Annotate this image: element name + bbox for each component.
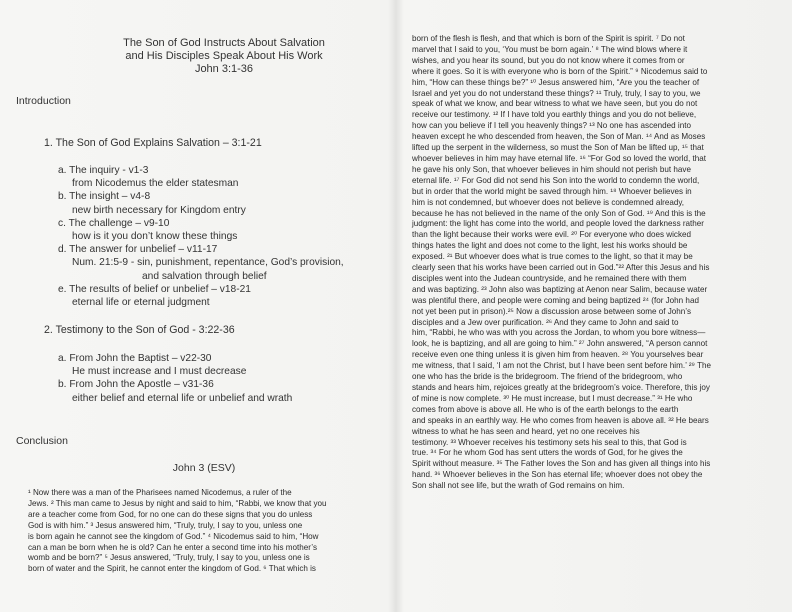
- scripture-line: receive our testimony. ¹² If I have told you earthly things and you do not believe,: [412, 110, 697, 120]
- scripture-line: can a man be born when he is old? Can he enter a second time into his mother’s: [28, 542, 317, 552]
- scripture-line: judgment: the light has come into the world, and people loved the darkness rather: [412, 219, 705, 229]
- title-line-3: John 3:1-36: [194, 63, 254, 75]
- scripture-line: and was baptizing. ²³ John also was baptizing at Aenon near Salim, because water: [412, 284, 708, 294]
- scripture-line: exposed. ²¹ But whoever does what is true comes to the light, so that it may be: [412, 252, 693, 262]
- scripture-line: hand. ³⁶ Whoever believes in the Son has eternal life; whoever does not obey the: [412, 470, 703, 480]
- title-line-2: and His Disciples Speak About His Work: [125, 50, 323, 62]
- outline-detail: how is it you don’t know these things: [72, 231, 238, 243]
- outline-detail: eternal life or eternal judgment: [72, 297, 210, 309]
- scripture-line: is born again he cannot see the kingdom of God.” ⁴ Nicodemus said to him, “How: [28, 531, 319, 541]
- scripture-line: where it goes. So it is with everyone who is born of the Spirit.” ⁹ Nicodemus said to: [412, 66, 708, 76]
- outline-detail: from Nicodemus the elder statesman: [72, 178, 239, 190]
- outline-item: b. The insight – v4-8: [58, 191, 151, 203]
- outline-item: d. The answer for unbelief – v11-17: [58, 244, 218, 256]
- scripture-line: womb and be born?” ⁵ Jesus answered, “Truly, truly, I say to you, unless one is: [28, 553, 310, 563]
- scripture-line: eternal life. ¹⁷ For God did not send his Son into the world to condemn the world,: [412, 175, 700, 185]
- scripture-line: than the light because their works were evil. ²⁰ For everyone who does wicked: [412, 230, 692, 240]
- scripture-line: how can you believe if I tell you heavenly things? ¹³ No one has ascended into: [412, 121, 691, 131]
- scripture-line: Jews. ² This man came to Jesus by night and said to him, “Rabbi, we know that you: [28, 498, 327, 508]
- scripture-line: because he has not believed in the name of the only Son of God. ¹⁹ And this is the: [412, 208, 706, 218]
- scripture-line: disciples and a Jew over purification. ²⁶ And they came to John and said to: [412, 317, 679, 327]
- scripture-line: born of water and the Spirit, he cannot enter the kingdom of God. ⁶ That which is: [28, 564, 316, 574]
- scripture-line: born of the flesh is flesh, and that which is born of the Spirit is spirit. ⁷ Do not: [412, 34, 685, 43]
- section-1: [44, 137, 262, 150]
- outline-detail: and salvation through belief: [142, 270, 267, 282]
- scripture-line: are a teacher come from God, for no one can do these signs that you do unless: [28, 509, 313, 519]
- scripture-line: him, “How can these things be?” ¹⁰ Jesus answered him, “Are you the teacher of: [412, 77, 700, 87]
- scripture-line: lifted up the serpent in the wilderness, so must the Son of Man be lifted up, ¹⁵ that: [412, 143, 704, 153]
- outline-detail: Num. 21:5-9 - sin, punishment, repentance, God’s provision,: [72, 257, 344, 269]
- scripture-line: but in order that the world might be saved through him. ¹⁸ Whoever believes in: [412, 186, 692, 196]
- scripture-line: look, he is baptizing, and all are going to him.” ²⁷ John answered, “A person cannot: [412, 339, 708, 349]
- scripture-line: he gave his only Son, that whoever believes in him should not perish but have: [412, 164, 691, 174]
- scripture-line: ¹ Now there was a man of the Pharisees named Nicodemus, a ruler of the: [28, 488, 292, 497]
- outline-detail: new birth necessary for Kingdom entry: [72, 204, 246, 216]
- scripture-line: of mine is now complete. ³⁰ He must increase, but I must decrease.” ³¹ He who: [412, 393, 693, 403]
- scripture-line: me witness, that I said, ‘I am not the Christ, but I have been sent before him.’ ²⁹ The: [412, 361, 712, 371]
- scripture-line: God is with him.” ³ Jesus answered him, “Truly, truly, I say to you, unless one: [28, 520, 303, 530]
- scripture-line: comes from above is above all. He who is of the earth belongs to the earth: [412, 404, 679, 414]
- scripture-line: heaven except he who descended from heaven, the Son of Man. ¹⁴ And as Moses: [412, 132, 706, 142]
- outline-detail: either belief and eternal life or unbelief and wrath: [72, 392, 293, 404]
- scripture-line: disciples went into the Judean countryside, and he remained there with them: [412, 273, 687, 283]
- scripture-line: Spirit without measure. ³⁵ The Father loves the Son and has given all things into his: [412, 459, 711, 469]
- title-line-1: The Son of God Instructs About Salvation: [123, 37, 325, 49]
- outline-item: a. From John the Baptist – v22-30: [58, 353, 212, 364]
- scripture-line: things hates the light and does not come to the light, lest his works should be: [412, 241, 688, 251]
- section-1-heading: 1. The Son of God Explains Salvation – 3:1-21: [44, 137, 262, 149]
- outline-item: b. From John the Apostle – v31-36: [58, 379, 214, 391]
- scripture-line: true. ³⁴ For he whom God has sent utters the words of God, for he gives the: [412, 448, 683, 458]
- page-title: [28, 37, 402, 76]
- section-2: [44, 324, 235, 337]
- scripture-line: not yet been put in prison).²⁵ Now a discussion arose between some of John’s: [412, 306, 691, 316]
- scripture-line: wishes, and you hear its sound, but you do not know where it comes from or: [412, 55, 685, 65]
- scripture-right: [412, 34, 768, 492]
- scripture-line: Son shall not see life, but the wrath of God remains on him.: [412, 481, 625, 491]
- scripture-line: was plentiful there, and people were coming and being baptized ²⁴ (for John had: [412, 295, 699, 305]
- outline-detail: He must increase and I must decrease: [72, 366, 247, 378]
- conclusion-heading: Conclusion: [16, 435, 68, 447]
- scripture-line: marvel that I said to you, ‘You must be born again.’ ⁸ The wind blows where it: [412, 44, 688, 54]
- scripture-heading: John 3 (ESV): [172, 462, 236, 474]
- scripture-line: clearly seen that his works have been carried out in God.”²² After this Jesus and his: [412, 263, 710, 273]
- outline-item: e. The results of belief or unbelief – v18-21: [58, 283, 251, 295]
- section-1-items: [58, 164, 344, 309]
- scripture-line: him is not condemned, but whoever does not believe is condemned already,: [412, 197, 685, 207]
- scripture-line: one who has the bride is the bridegroom. The friend of the bridegroom, who: [412, 372, 683, 382]
- scripture-line: witness to what he has seen and heard, yet no one receives his: [412, 426, 640, 436]
- section-2-items: [58, 352, 292, 405]
- scripture-line: receive even one thing unless it is given him from heaven. ²⁸ You yourselves bear: [412, 350, 704, 360]
- scripture-line: him, “Rabbi, he who was with you across the Jordan, to whom you bore witness—: [412, 328, 706, 338]
- scripture-left: [28, 488, 384, 575]
- section-2-heading: 2. Testimony to the Son of God - 3:22-36: [44, 324, 235, 336]
- scripture-line: Israel and yet you do not understand these things? ¹¹ Truly, truly, I say to you, we: [412, 88, 701, 98]
- scripture-line: testimony. ³³ Whoever receives his testimony sets his seal to this, that God is: [412, 437, 687, 447]
- scripture-line: and speaks in an earthly way. He who comes from heaven is above all. ³² He bears: [412, 415, 709, 425]
- outline-item: c. The challenge – v9-10: [58, 217, 170, 229]
- scripture-line: whoever believes in him may have eternal life. ¹⁶ “For God so loved the world, that: [412, 153, 706, 163]
- outline-item: a. The inquiry - v1-3: [58, 165, 149, 176]
- scripture-line: stands and hears him, rejoices greatly at the bridegroom’s voice. Therefore, this joy: [412, 383, 710, 392]
- scripture-line: speak of what we know, and bear witness to what we have seen, but you do not: [412, 99, 698, 109]
- introduction-heading: Introduction: [16, 95, 71, 107]
